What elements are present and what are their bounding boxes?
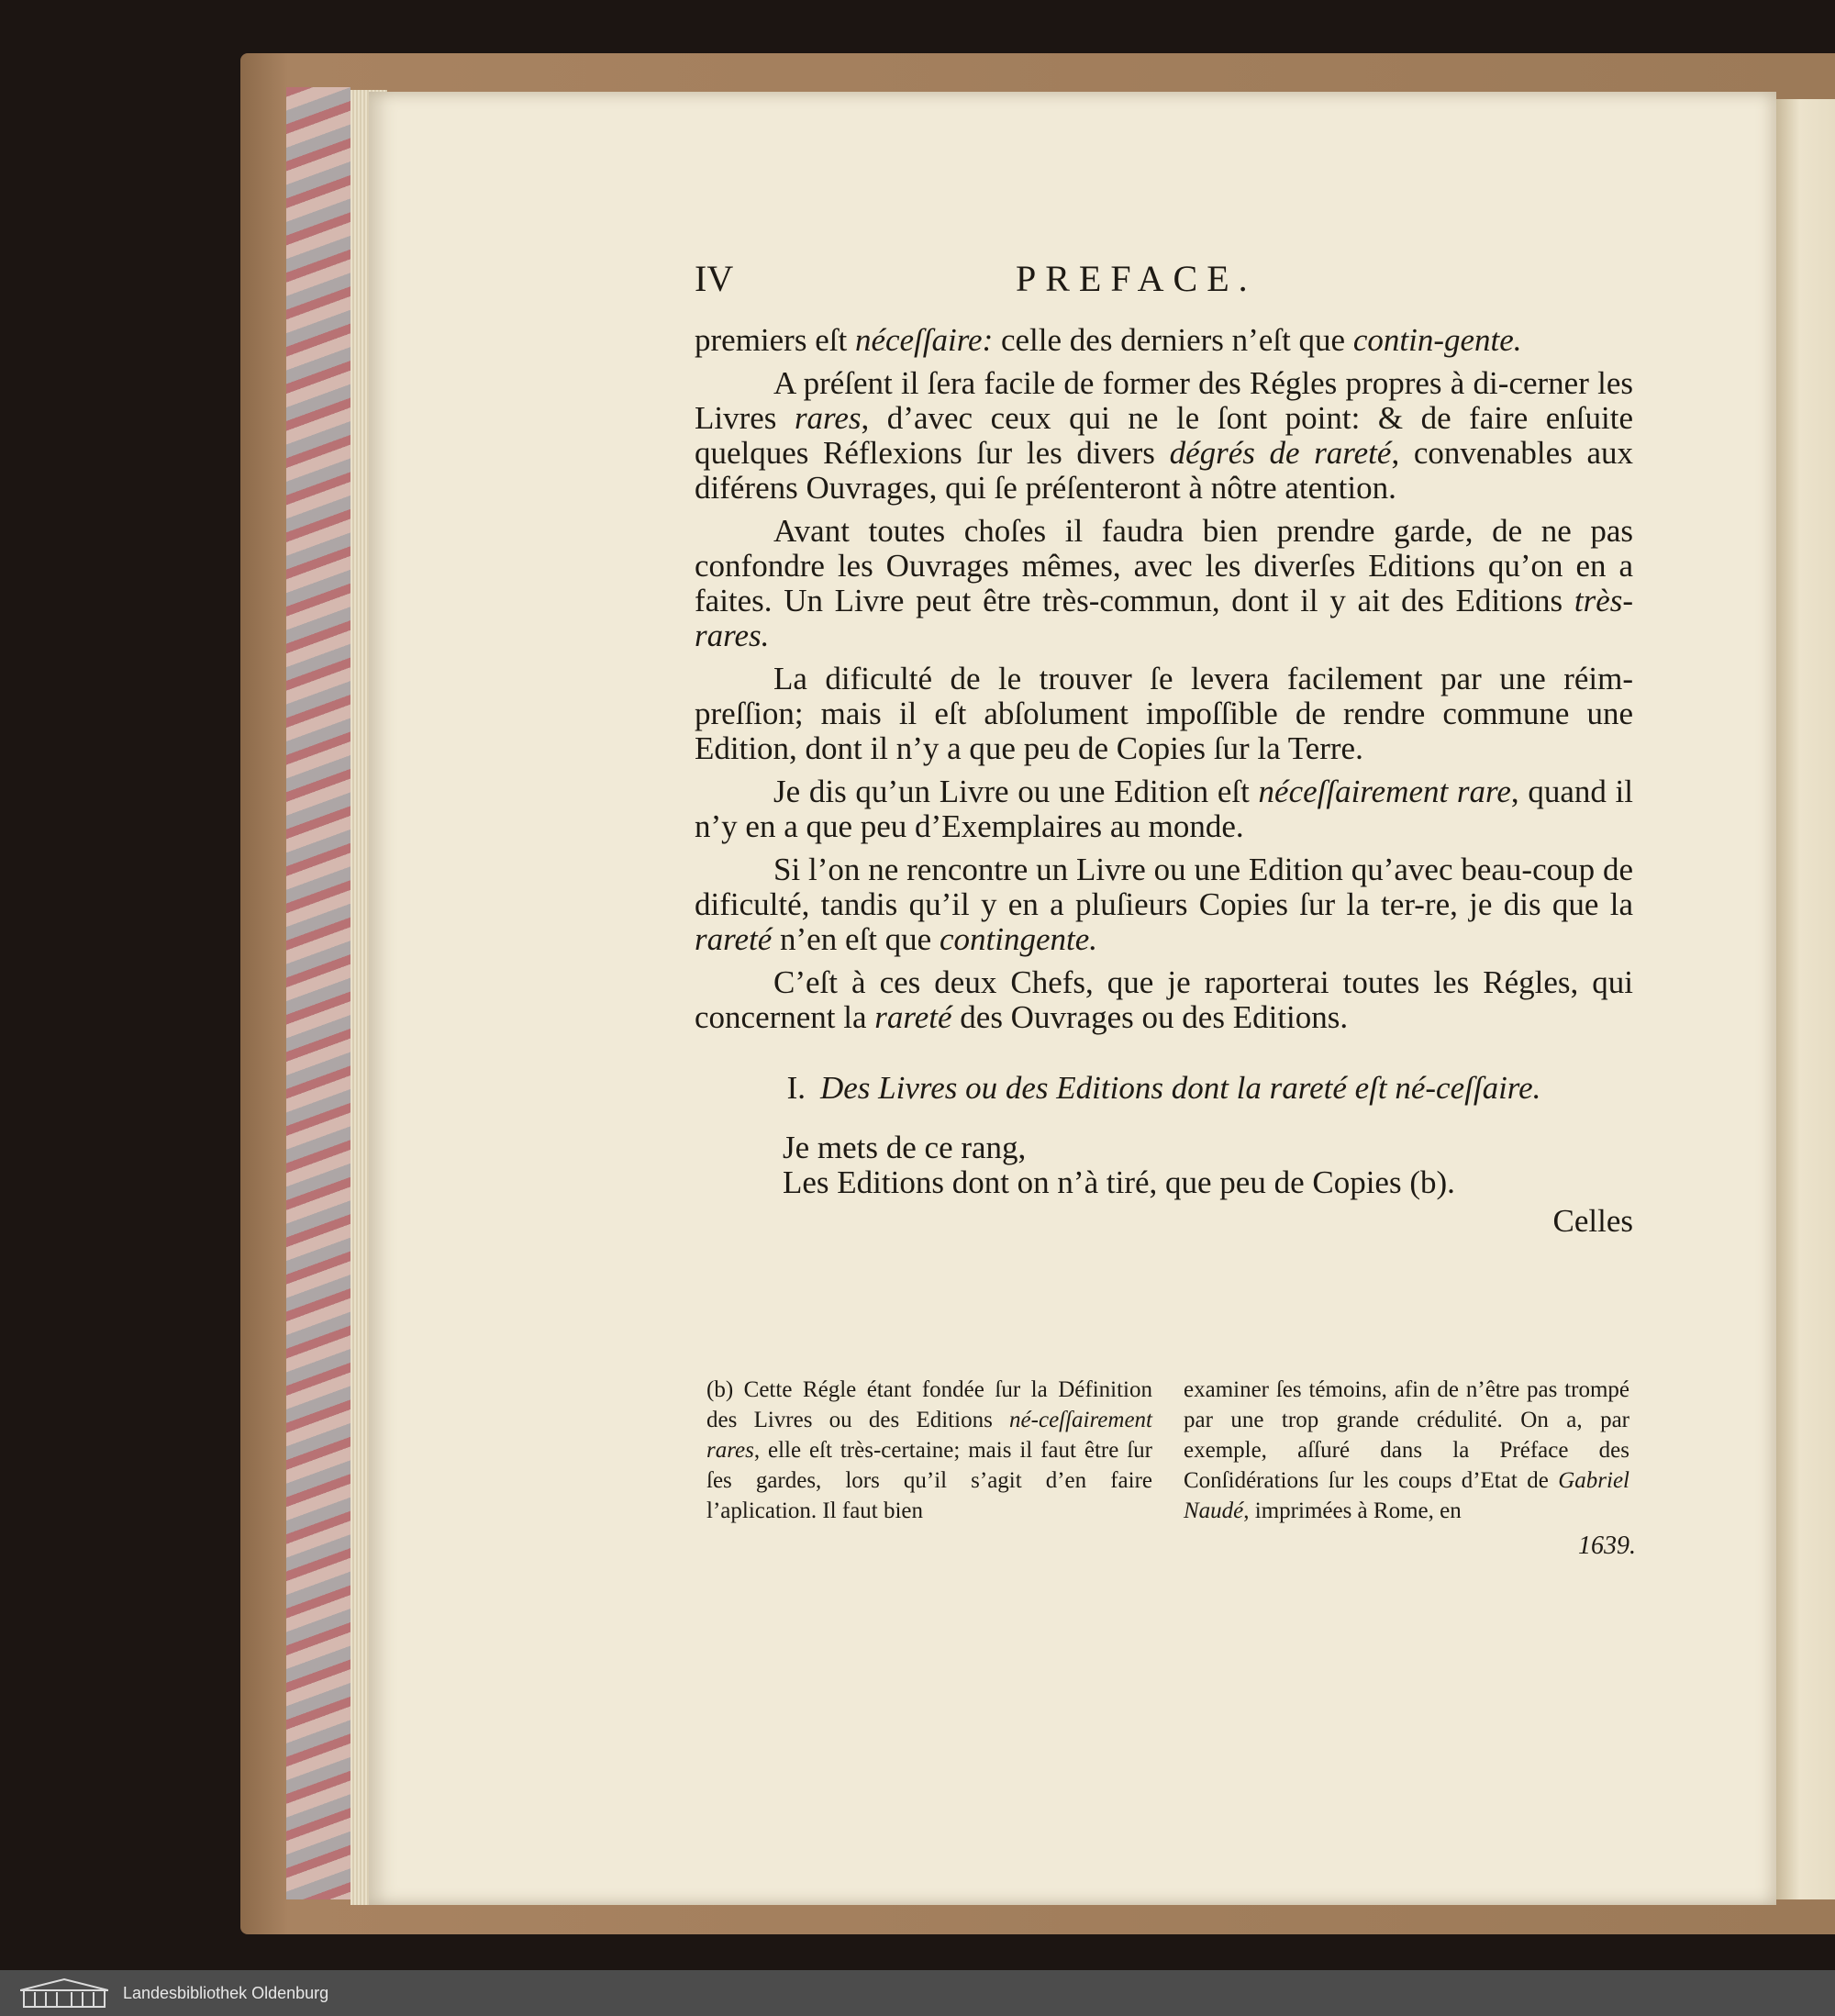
rule-line: Les Editions dont on n’à tiré, que peu de Copies (b). <box>783 1164 1455 1200</box>
paragraph <box>695 774 1633 844</box>
italic-run: rares <box>794 400 862 436</box>
text-run: des Ouvrages ou des Editions. <box>951 999 1349 1035</box>
facing-page-edge <box>1776 99 1835 1899</box>
library-name: Landesbibliothek Oldenburg <box>123 1984 329 2002</box>
marbled-edge <box>286 87 350 1899</box>
paragraph <box>695 852 1633 957</box>
text-run: n’en eſt que <box>772 921 940 957</box>
text-run: celle des derniers n’eſt que <box>993 322 1353 358</box>
running-header <box>695 257 1633 303</box>
text-run: , elle eſt très-certaine; mais il faut être ſur ſes gardes, lors qu’il s’agit d’en faire l’aplication. Il faut bien <box>706 1438 1152 1523</box>
italic-run: contin-gente. <box>1352 322 1522 358</box>
library-building-icon <box>20 1977 108 2009</box>
italic-run: contingente. <box>939 921 1097 957</box>
text-run: Avant toutes choſes il faudra bien prendre garde, de ne pas confondre les Ouvrages mêmes, avec les diverſes Editions qu’on en a faites. Un Livre peut être très-commun, dont il y ait des Editions <box>695 513 1633 618</box>
italic-run: rareté <box>695 921 773 957</box>
section-heading <box>695 1066 1633 1110</box>
paragraph <box>695 965 1633 1035</box>
italic-run: Gabriel Naudé <box>1184 1468 1629 1523</box>
paragraph <box>695 366 1633 506</box>
signature-mark: 1639. <box>1578 1531 1636 1560</box>
paragraph <box>695 514 1633 653</box>
text-run: C’eſt à ces deux Chefs, que je raporterai toutes les Régles, qui concernent la <box>695 964 1633 1035</box>
italic-run: rareté <box>874 999 952 1035</box>
page-title: PREFACE. <box>1016 258 1257 299</box>
body-text <box>695 323 1633 1239</box>
text-run: , d’avec ceux qui ne le ſont point: & de faire enſuite quelques Réflexions ſur les divers <box>695 400 1633 471</box>
section-title: Des Livres ou des Editions dont la rareté eſt né-ceſſaire. <box>819 1070 1541 1106</box>
text-run: A préſent il ſera facile de former des Régles propres à di-cerner les Livres <box>695 365 1633 436</box>
section-number: I. <box>786 1070 806 1106</box>
text-run: Si l’on ne rencontre un Livre ou une Edition qu’avec beau-coup de dificulté, tandis qu’il y en a pluſieurs Copies ſur la ter-re, je dis que la <box>695 852 1633 922</box>
text-run: , convenables aux diférens Ouvrages, qui ſe préſenteront à nôtre atention. <box>695 435 1633 506</box>
paragraph <box>695 323 1633 358</box>
text-run: , imprimées à Rome, en <box>1243 1498 1462 1523</box>
italic-run: dégrés de rareté <box>1169 435 1392 471</box>
text-run: Je dis qu’un Livre ou une Edition eſt <box>773 774 1259 809</box>
footnote-right-column <box>1184 1375 1629 1526</box>
footnote-left-column <box>706 1375 1152 1526</box>
rule-block <box>783 1131 1633 1200</box>
paragraph <box>695 662 1633 766</box>
paragraphs <box>695 323 1633 1035</box>
italic-run: néceſſairement rare <box>1258 774 1511 809</box>
text-run: (b) Cette Régle étant fondée ſur la Définition des Livres ou des Editions <box>706 1377 1152 1432</box>
italic-run: très-rares. <box>695 583 1633 653</box>
page-number: IV <box>695 258 734 299</box>
rule-line: Je mets de ce rang, <box>783 1130 1027 1165</box>
text-run: examiner ſes témoins, afin de n’être pas trompé par une trop grande crédulité. On a, par exemple, aſſuré dans la Préface des Conſidérations ſur les coups d’Etat de <box>1184 1377 1629 1493</box>
italic-run: néceſſaire: <box>854 322 994 358</box>
text-run: , quand il n’y en a que peu d’Exemplaires au monde. <box>695 774 1633 844</box>
text-run: premiers eſt <box>695 322 855 358</box>
library-footer <box>0 1970 1835 2016</box>
italic-run: né-ceſſairement rares <box>706 1408 1152 1463</box>
catchword: Celles <box>1552 1203 1633 1239</box>
text-run: La dificulté de le trouver ſe levera facilement par une réim-preſſion; mais il eſt abſolument impoſſible de rendre commune une Edition, dont il n’y a que peu de Copies ſur la Terre. <box>695 661 1633 766</box>
